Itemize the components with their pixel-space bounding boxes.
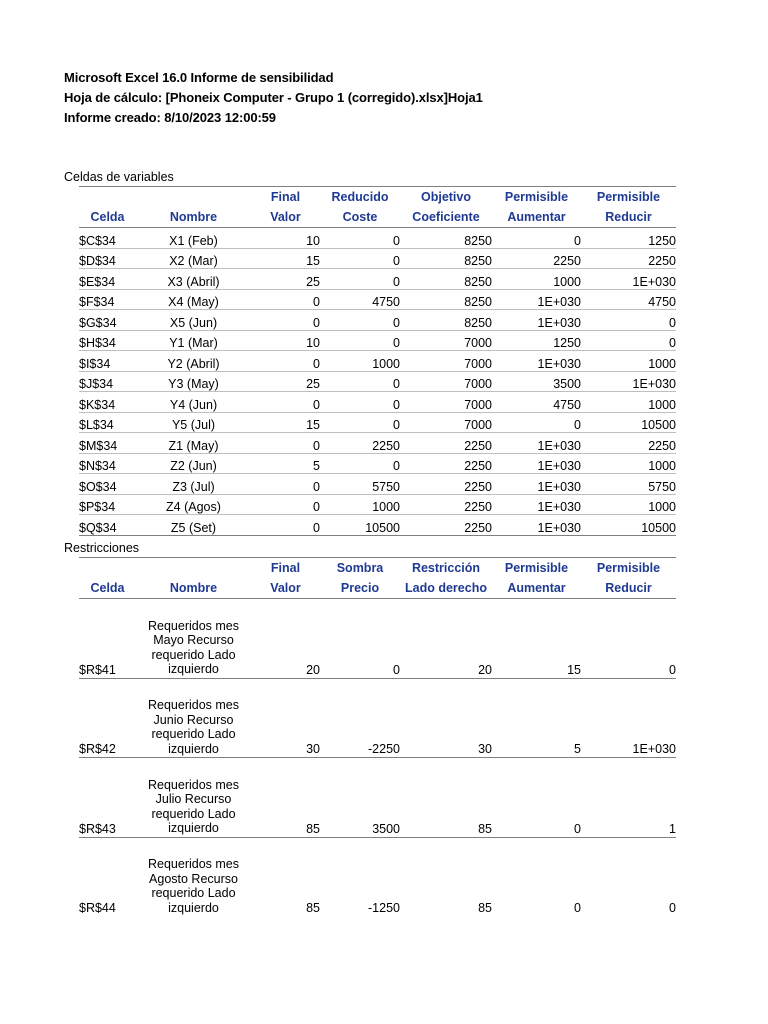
cell-value: 0 [251, 433, 320, 454]
header-top-cell: Permisible [581, 558, 676, 579]
cell-value: 0 [251, 474, 320, 495]
cell-name: Z5 (Set) [136, 515, 251, 536]
cell-name: Requeridos mes Mayo Recurso requerido Lado izquierdo [136, 599, 251, 679]
cell-value: 2250 [400, 515, 492, 536]
cell-ref: $L$34 [79, 412, 136, 433]
cell-ref: $R$42 [79, 678, 136, 758]
header-top-cell: Final [251, 558, 320, 579]
created-line: Informe creado: 8/10/2023 12:00:59 [64, 110, 276, 125]
cell-value: 0 [320, 599, 400, 679]
constraints-section-title: Restricciones [64, 541, 140, 555]
cell-name: Y2 (Abril) [136, 351, 251, 372]
cell-value: 1000 [320, 351, 400, 372]
cell-name: X3 (Abril) [136, 269, 251, 290]
cell-value: 0 [320, 248, 400, 269]
header-bottom-cell: Coeficiente [400, 207, 492, 228]
cell-value: 7000 [400, 351, 492, 372]
cell-value: 5 [251, 453, 320, 474]
header-bottom-cell: Nombre [136, 578, 251, 599]
cell-value: 8250 [400, 310, 492, 331]
variables-table [79, 186, 676, 536]
cell-value: 0 [320, 371, 400, 392]
cell-value: 1000 [581, 494, 676, 515]
cell-value: 0 [320, 453, 400, 474]
table-row [79, 392, 676, 413]
cell-value: 3500 [492, 371, 581, 392]
table-row [79, 248, 676, 269]
cell-value: 85 [306, 901, 320, 915]
table-row [79, 433, 676, 454]
table-row [79, 289, 676, 310]
cell-value: 2250 [581, 248, 676, 269]
cell-value: 0 [320, 412, 400, 433]
table-row [79, 599, 676, 679]
cell-value: 0 [492, 758, 581, 838]
cell-name: Z4 (Agos) [136, 494, 251, 515]
cell-ref: $O$34 [79, 474, 136, 495]
header-top-cell [136, 558, 251, 579]
cell-ref: $R$43 [79, 758, 136, 838]
cell-value: 25 [251, 269, 320, 290]
cell-value: 85 [251, 758, 320, 838]
cell-value: 1E+030 [492, 474, 581, 495]
table-row [79, 494, 676, 515]
cell-value: -2250 [320, 678, 400, 758]
table-row [79, 351, 676, 372]
cell-value: 10 [251, 330, 320, 351]
cell-value: 0 [492, 228, 581, 249]
variables-section-title: Celdas de variables [64, 170, 174, 184]
cell-value: 4750 [320, 289, 400, 310]
cell-value: 1 [581, 758, 676, 838]
header-top-cell: Permisible [492, 558, 581, 579]
header-bottom-cell: Celda [79, 578, 136, 599]
cell-value: 1000 [581, 351, 676, 372]
header-bottom-cell: Reducir [581, 578, 676, 599]
cell-value: 15 [251, 412, 320, 433]
variables-body [79, 228, 676, 536]
cell-value: 2250 [400, 433, 492, 454]
cell-name: Z3 (Jul) [136, 474, 251, 495]
cell-value: 0 [251, 392, 320, 413]
worksheet-line: Hoja de cálculo: [Phoneix Computer - Grupo 1 (corregido).xlsx]Hoja1 [64, 90, 483, 105]
cell-value: 1E+030 [492, 453, 581, 474]
table-row [79, 412, 676, 433]
header-bottom-cell: Reducir [581, 207, 676, 228]
cell-value: 0 [669, 901, 676, 915]
cell-value: 0 [251, 494, 320, 515]
cell-value: 0 [320, 330, 400, 351]
cell-value: 10500 [581, 515, 676, 536]
cell-value: 85 [400, 758, 492, 838]
cell-value: 20 [400, 599, 492, 679]
cell-ref: $D$34 [79, 248, 136, 269]
cell-ref: $Q$34 [79, 515, 136, 536]
cell-ref: $G$34 [79, 310, 136, 331]
cell-ref: $P$34 [79, 494, 136, 515]
cell-value: 30 [400, 678, 492, 758]
cell-value: 0 [251, 310, 320, 331]
cell-value: 8250 [400, 289, 492, 310]
cell-name: Y1 (Mar) [136, 330, 251, 351]
variables-header-top [79, 187, 676, 208]
cell-value: 8250 [400, 248, 492, 269]
table-row [79, 474, 676, 495]
header-bottom-cell: Coste [320, 207, 400, 228]
cell-ref: $N$34 [79, 453, 136, 474]
cell-value: 7000 [400, 412, 492, 433]
cell-ref: $C$34 [79, 228, 136, 249]
cell-value: 1000 [581, 392, 676, 413]
cell-value: 1250 [492, 330, 581, 351]
cell-value: 4750 [492, 392, 581, 413]
cell-value: 1E+030 [492, 494, 581, 515]
header-top-cell: Permisible [581, 187, 676, 208]
cell-value: 2250 [400, 494, 492, 515]
cell-value: 1000 [581, 453, 676, 474]
table-row [79, 758, 676, 838]
cell-ref: $I$34 [79, 351, 136, 372]
cell-name: Y4 (Jun) [136, 392, 251, 413]
header-bottom-cell: Nombre [136, 207, 251, 228]
table-row [79, 269, 676, 290]
cell-name: Requeridos mes Julio Recurso requerido Lado izquierdo [136, 758, 251, 838]
cell-value: 0 [581, 310, 676, 331]
cell-value: 15 [251, 248, 320, 269]
cell-value: 0 [581, 330, 676, 351]
cell-ref: $E$34 [79, 269, 136, 290]
cell-value: 25 [251, 371, 320, 392]
cell-value: 1000 [492, 269, 581, 290]
cell-ref: $R$41 [79, 599, 136, 679]
cell-value: 0 [581, 599, 676, 679]
cell-value: -1250 [368, 901, 400, 915]
header-top-cell: Sombra [320, 558, 400, 579]
cell-name: X5 (Jun) [136, 310, 251, 331]
header-bottom-cell: Precio [320, 578, 400, 599]
table-row [79, 453, 676, 474]
cell-value: 10500 [581, 412, 676, 433]
cell-value: 0 [251, 289, 320, 310]
cell-value: 15 [492, 599, 581, 679]
cell-name: Requeridos mes Agosto Recurso requerido Lado izquierdo [147, 857, 239, 915]
cell-name: Z2 (Jun) [136, 453, 251, 474]
cell-ref: $K$34 [79, 392, 136, 413]
constraints-table [79, 557, 676, 916]
header-top-cell [136, 187, 251, 208]
cell-value: 8250 [400, 269, 492, 290]
cell-name: Requeridos mes Junio Recurso requerido Lado izquierdo [136, 678, 251, 758]
header-bottom-cell: Aumentar [492, 207, 581, 228]
cell-value: 2250 [400, 474, 492, 495]
table-row [79, 678, 676, 758]
cell-value: 1E+030 [492, 433, 581, 454]
cell-name: X4 (May) [136, 289, 251, 310]
cell-value: 10500 [320, 515, 400, 536]
cell-ref: $H$34 [79, 330, 136, 351]
cell-value: 2250 [492, 248, 581, 269]
cell-name: Y3 (May) [136, 371, 251, 392]
cell-value: 1E+030 [492, 310, 581, 331]
cell-value: 7000 [400, 330, 492, 351]
header-bottom-cell: Valor [251, 578, 320, 599]
header-top-cell [79, 187, 136, 208]
cell-value: 20 [251, 599, 320, 679]
cell-value: 0 [574, 901, 581, 915]
header-top-cell: Restricción [400, 558, 492, 579]
cell-value: 0 [320, 269, 400, 290]
cell-value: 0 [320, 392, 400, 413]
cell-value: 1E+030 [581, 371, 676, 392]
constraints-header-top [79, 558, 676, 579]
cell-value: 1E+030 [492, 289, 581, 310]
header-top-cell: Reducido [320, 187, 400, 208]
cell-ref: $F$34 [79, 289, 136, 310]
cell-value: 1E+030 [581, 678, 676, 758]
cell-value: 5 [492, 678, 581, 758]
constraints-body [79, 599, 676, 917]
cell-value: 5750 [581, 474, 676, 495]
cell-name: X1 (Feb) [136, 228, 251, 249]
table-row [79, 515, 676, 536]
table-row [79, 228, 676, 249]
header-bottom-cell: Celda [79, 207, 136, 228]
cell-value: 3500 [320, 758, 400, 838]
header-bottom-cell: Aumentar [492, 578, 581, 599]
cell-name: X2 (Mar) [136, 248, 251, 269]
report-title: Microsoft Excel 16.0 Informe de sensibilidad [64, 70, 334, 85]
cell-name: Z1 (May) [136, 433, 251, 454]
header-bottom-cell: Valor [251, 207, 320, 228]
header-top-cell: Objetivo [400, 187, 492, 208]
cell-value: 1250 [581, 228, 676, 249]
cell-ref: $J$34 [79, 371, 136, 392]
cell-value: 0 [492, 412, 581, 433]
cell-value: 2250 [581, 433, 676, 454]
cell-value: 1E+030 [492, 351, 581, 372]
table-row [79, 310, 676, 331]
constraints-header-bottom [79, 578, 676, 599]
table-row [79, 837, 676, 916]
header-top-cell: Final [251, 187, 320, 208]
cell-value: 0 [251, 515, 320, 536]
cell-value: 2250 [400, 453, 492, 474]
cell-value: 0 [320, 228, 400, 249]
cell-value: 8250 [400, 228, 492, 249]
cell-value: 4750 [581, 289, 676, 310]
cell-value: 1E+030 [492, 515, 581, 536]
cell-value: 1E+030 [581, 269, 676, 290]
cell-name: Y5 (Jul) [136, 412, 251, 433]
cell-ref: $M$34 [79, 433, 136, 454]
header-bottom-cell: Lado derecho [400, 578, 492, 599]
cell-value: 85 [478, 901, 492, 915]
cell-value: 0 [320, 310, 400, 331]
cell-value: 2250 [320, 433, 400, 454]
cell-value: 1000 [320, 494, 400, 515]
cell-value: 0 [251, 351, 320, 372]
cell-value: 10 [251, 228, 320, 249]
header-top-cell [79, 558, 136, 579]
cell-value: 30 [251, 678, 320, 758]
cell-value: 5750 [320, 474, 400, 495]
header-top-cell: Permisible [492, 187, 581, 208]
cell-value: 7000 [400, 371, 492, 392]
cell-ref: $R$44 [79, 901, 116, 915]
cell-value: 7000 [400, 392, 492, 413]
table-row [79, 330, 676, 351]
table-row [79, 371, 676, 392]
variables-header-bottom [79, 207, 676, 228]
